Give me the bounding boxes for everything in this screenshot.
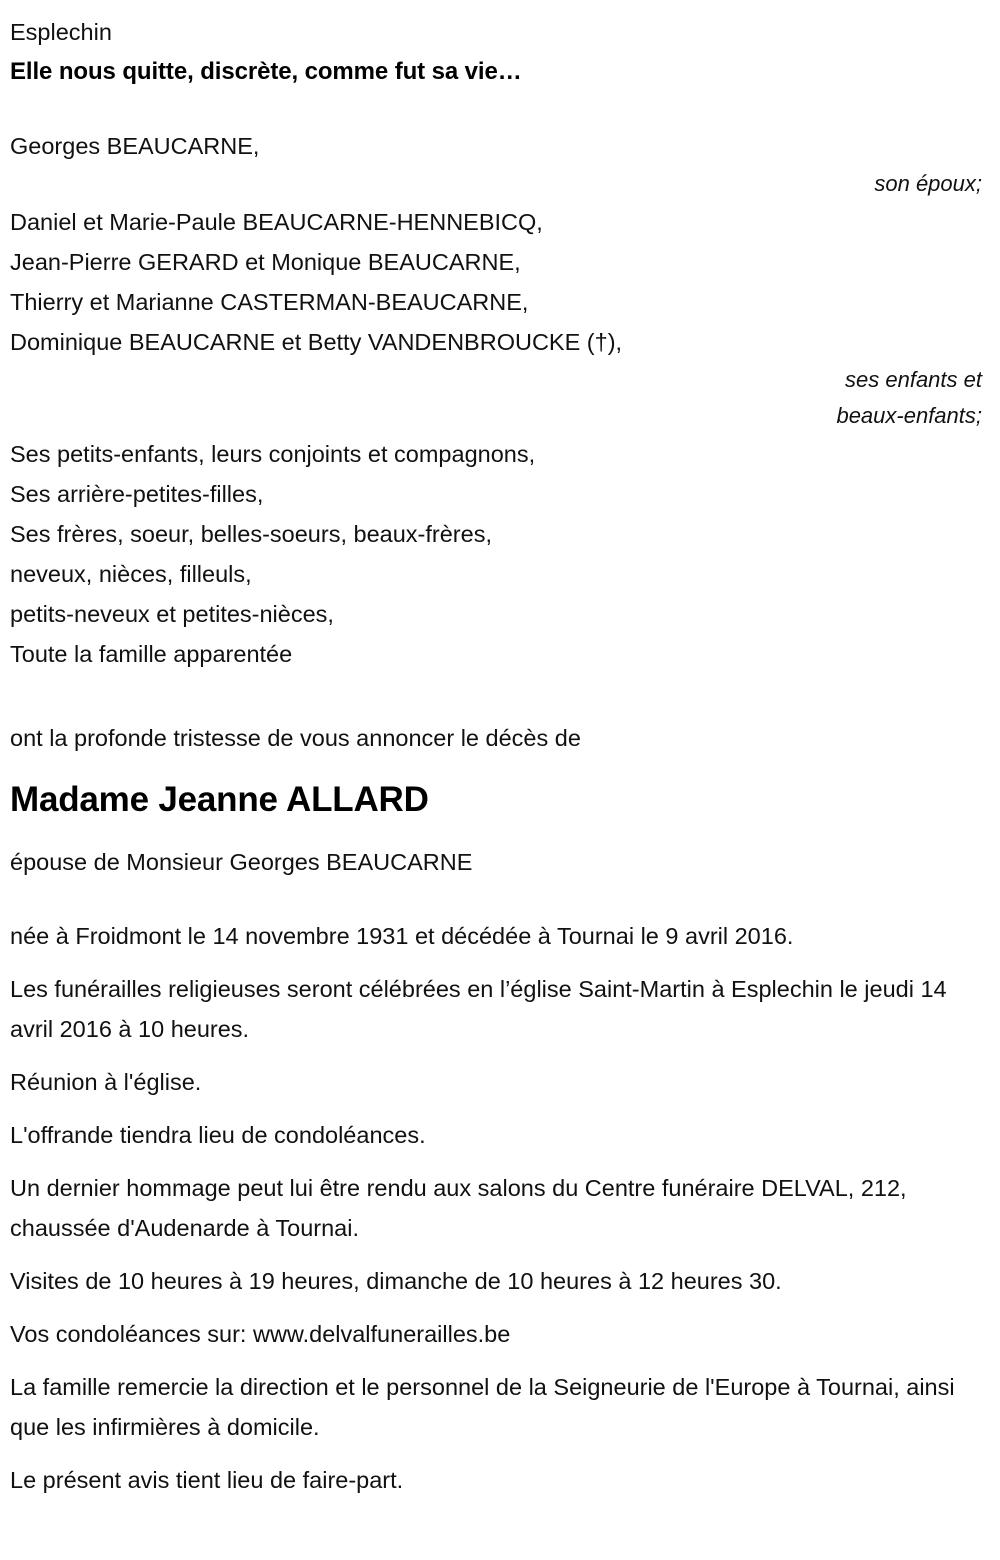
detail-paragraph: née à Froidmont le 14 novembre 1931 et décédée à Tournai le 9 avril 2016.	[10, 923, 794, 949]
child-name: Daniel et Marie-Paule BEAUCARNE-HENNEBICQ,	[10, 209, 543, 235]
spouse-of-text: épouse de Monsieur Georges BEAUCARNE	[10, 849, 473, 875]
spacer	[10, 92, 990, 126]
detail-paragraph: Le présent avis tient lieu de faire-part.	[10, 1467, 404, 1493]
spacer	[10, 882, 990, 916]
children-block	[10, 202, 990, 434]
details-block	[10, 916, 990, 1500]
relative-line: neveux, nièces, filleuls,	[10, 561, 252, 587]
deceased-name: Madame Jeanne ALLARD	[10, 780, 429, 819]
spacer	[10, 824, 990, 842]
spouse-block	[10, 126, 990, 202]
detail-paragraph: Un dernier hommage peut lui être rendu aux salons du Centre funéraire DELVAL, 212, chaussée d'Audenarde à Tournai.	[10, 1175, 907, 1241]
detail-paragraph: La famille remercie la direction et le personnel de la Seigneurie de l'Europe à Tournai, ainsi que les infirmières à domicile.	[10, 1374, 955, 1440]
relative-line: Ses frères, soeur, belles-soeurs, beaux-frères,	[10, 521, 492, 547]
children-relation-label-line2: beaux-enfants;	[836, 403, 982, 428]
spacer	[10, 758, 990, 776]
detail-paragraph-condolences-url: Vos condoléances sur: www.delvalfunerailles.be	[10, 1321, 511, 1347]
relative-line: Ses arrière-petites-filles,	[10, 481, 264, 507]
child-name: Dominique BEAUCARNE et Betty VANDENBROUCKE (†),	[10, 329, 623, 355]
relative-line: Toute la famille apparentée	[10, 641, 293, 667]
tagline-text: Elle nous quitte, discrète, comme fut sa vie…	[10, 58, 522, 85]
detail-paragraph: L'offrande tiendra lieu de condoléances.	[10, 1122, 426, 1148]
relatives-block	[10, 434, 990, 674]
detail-paragraph: Les funérailles religieuses seront célébrées en l’église Saint-Martin à Esplechin le jeudi 14 avril 2016 à 10 heures.	[10, 976, 947, 1042]
child-name: Jean-Pierre GERARD et Monique BEAUCARNE,	[10, 249, 521, 275]
relative-line: Ses petits-enfants, leurs conjoints et compagnons,	[10, 441, 536, 467]
locality-label: Esplechin	[10, 19, 112, 45]
children-relation-label-line1: ses enfants et	[845, 367, 982, 392]
announcement-text: ont la profonde tristesse de vous annoncer le décès de	[10, 725, 581, 751]
relative-line: petits-neveux et petites-nièces,	[10, 601, 334, 627]
spacer	[10, 674, 990, 718]
spouse-name: Georges BEAUCARNE,	[10, 133, 260, 159]
spouse-relation-label: son époux;	[874, 171, 982, 196]
child-name: Thierry et Marianne CASTERMAN-BEAUCARNE,	[10, 289, 529, 315]
detail-paragraph: Visites de 10 heures à 19 heures, dimanche de 10 heures à 12 heures 30.	[10, 1268, 782, 1294]
detail-paragraph: Réunion à l'église.	[10, 1069, 202, 1095]
